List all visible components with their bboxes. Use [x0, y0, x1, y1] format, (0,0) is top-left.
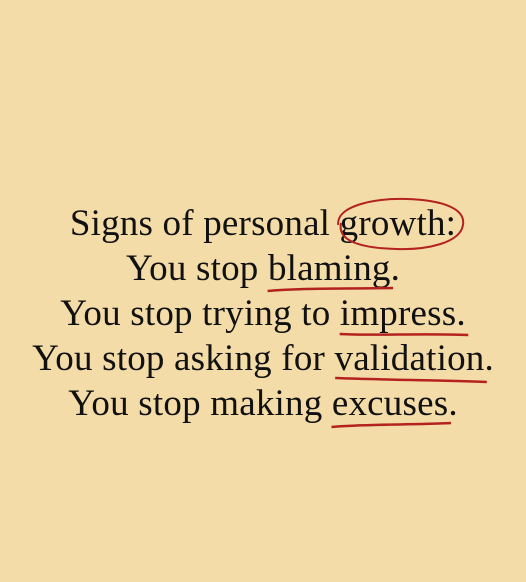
item-text: You stop trying to	[60, 293, 340, 334]
circled-word-text: growth:	[339, 203, 457, 244]
item-line	[0, 336, 526, 381]
underlined-word-text: blaming	[267, 248, 391, 289]
underlined-word-text: impress.	[339, 293, 466, 334]
red-circle-annotation	[330, 195, 469, 253]
item-punctuation: .	[448, 383, 458, 424]
item-line	[0, 291, 526, 336]
item-line	[0, 381, 526, 426]
underlined-word	[335, 336, 485, 381]
underlined-word	[268, 246, 391, 291]
quote-text	[0, 201, 526, 426]
underlined-word	[340, 291, 466, 336]
red-underline-annotation	[329, 420, 453, 430]
item-text: You stop	[125, 248, 268, 289]
underlined-word-text: validation	[334, 338, 485, 379]
underlined-word-text: excuses	[331, 383, 449, 424]
heading-line	[0, 201, 526, 246]
item-punctuation: .	[390, 248, 401, 289]
item-text: You stop making	[68, 383, 332, 424]
item-punctuation: .	[484, 338, 494, 379]
heading-lead: Signs of personal	[69, 203, 340, 244]
underlined-word	[332, 381, 448, 426]
circled-word	[340, 201, 457, 246]
item-text: You stop asking for	[32, 338, 335, 379]
